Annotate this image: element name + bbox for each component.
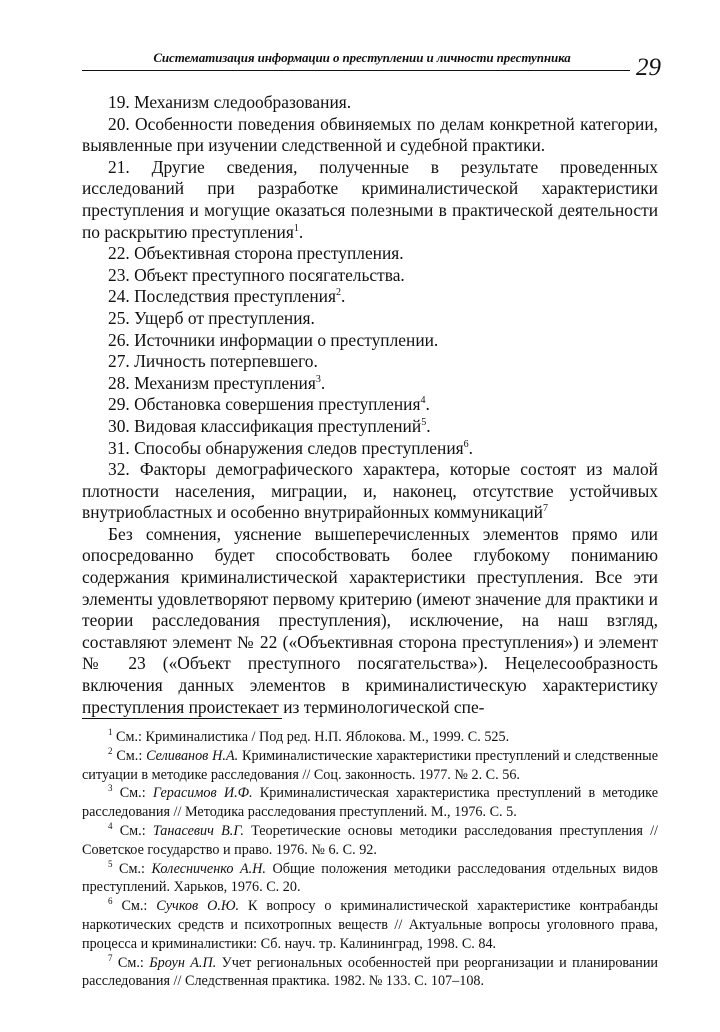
list-item: 21. Другие сведения, полученные в результате проведенных исследований при разработке криминалистической характеристики преступления и могущие оказаться полезными в практической деятельности по раскрытию преступления$^1$. (82, 156, 658, 242)
running-title: Систематизация информации о преступлении и личности преступника (153, 50, 571, 65)
footnote-ref[interactable]: 6 (463, 438, 469, 450)
list-item: 25. Ущерб от преступления. (108, 307, 315, 328)
footnote-author: Колесниченко А.Н. (151, 860, 266, 877)
list-item: 29. Обстановка совершения преступления$^4$. (108, 394, 430, 415)
footnote: $^1$ См.: Криминалистика / Под ред. Н.П. Яблокова. М., 1999. С. 525. (108, 727, 510, 745)
footnote-separator (82, 718, 282, 719)
footnote: $^3$ См.: Герасимов И.Ф. Криминалистическая характеристика преступлений в методике расследования // Методика расследования преступлений. М., 1976. С. 5. (82, 783, 659, 821)
footnote-ref[interactable]: 1 (293, 222, 299, 234)
footnote-mark: 6 (108, 896, 113, 907)
footnote: $^4$ См.: Танасевич В.Г. Теоретические основы методики расследования преступления // Советское государство и право. 1976. № 6. С. 92. (82, 820, 658, 858)
header-rule (82, 70, 630, 71)
footnote: $^6$ См.: Сучков О.Ю. К вопросу о криминалистической характеристике контрабанды наркотических средств и психотропных веществ // Актуальные вопросы уголовного права, процесса и криминалистики: Сб. науч. тр. Калининград, 1998. С. 84. (82, 896, 658, 952)
footnote: $^5$ См.: Колесниченко А.Н. Общие положения методики расследования отдельных видов преступлений. Харьков, 1976. С. 20. (82, 858, 659, 896)
page-number: 29 (636, 54, 661, 81)
footnote-mark: 2 (108, 745, 113, 756)
footnotes (82, 728, 658, 991)
list-item: 20. Особенности поведения обвиняемых по делам конкретной категории, выявленные при изучении следственной и судебной практики. (82, 113, 658, 156)
footnote-author: Герасимов И.Ф. (152, 785, 253, 802)
list-item: 22. Объективная сторона преступления. (108, 243, 404, 264)
footnote-author: Селиванов Н.А. (146, 747, 239, 764)
footnote-author: Сучков О.Ю. (156, 898, 240, 915)
footnote: $^2$ См.: Селиванов Н.А. Криминалистические характеристики преступлений и следственные ситуации в методике расследования // Соц. законность. 1977. № 2. С. 56. (82, 745, 658, 783)
footnote-ref[interactable]: 5 (421, 416, 427, 428)
body-paragraph: Без сомнения, уяснение вышеперечисленных элементов прямо или опосредованно будет способствовать более глубокому пониманию содержания криминалистической характеристики преступления. Все эти элементы удовлетворяют первому критерию (имеют значение для практики и теории расследования преступления), исключение, на наш взгляд, составляют элемент № 22 («Объективная сторона преступления») и элемент № 23 («Объект преступного посягательства»). Нецелесообразность включения данных элементов в криминалистическую характеристику преступления проистекает из терминологической спе- (82, 523, 658, 717)
footnote-ref[interactable]: 4 (420, 395, 426, 407)
list-item: 28. Механизм преступления$^3$. (108, 372, 326, 393)
footnote-ref[interactable]: 2 (335, 287, 341, 299)
list-item: 27. Личность потерпевшего. (108, 351, 318, 372)
footnote-author: Броун А.П. (149, 954, 217, 971)
list-item: 26. Источники информации о преступлении. (108, 329, 439, 350)
list-item: 19. Механизм следообразования. (108, 92, 352, 112)
footnote-mark: 5 (108, 858, 113, 869)
footnote-author: Танасевич В.Г. (152, 822, 244, 839)
list-item: 24. Последствия преступления$^2$. (108, 286, 346, 307)
footnote-mark: 7 (108, 952, 113, 963)
footnote-mark: 4 (108, 820, 113, 831)
footnote-ref[interactable]: 3 (315, 373, 321, 385)
footnote-mark: 3 (108, 783, 113, 794)
list-item: 30. Видовая классификация преступлений$^5$. (108, 415, 431, 436)
footnote: $^7$ См.: Броун А.П. Учет региональных особенностей при реорганизации и планировании расследования // Следственная практика. 1982. № 133. С. 107–108. (82, 952, 659, 990)
list-item: 23. Объект преступного посягательства. (108, 264, 405, 285)
footnote-ref[interactable]: 7 (542, 503, 548, 515)
main-text (82, 92, 658, 718)
footnote-mark: 1 (108, 727, 113, 737)
list-item: 32. Факторы демографического характера, которые состоят из малой плотности населения, миграции, и, наконец, отсутствие устойчивых внутриобластных и особенно внутрирайонных коммуникаций$^7$ (82, 459, 658, 523)
list-item: 31. Способы обнаружения следов преступления$^6$. (108, 437, 473, 458)
